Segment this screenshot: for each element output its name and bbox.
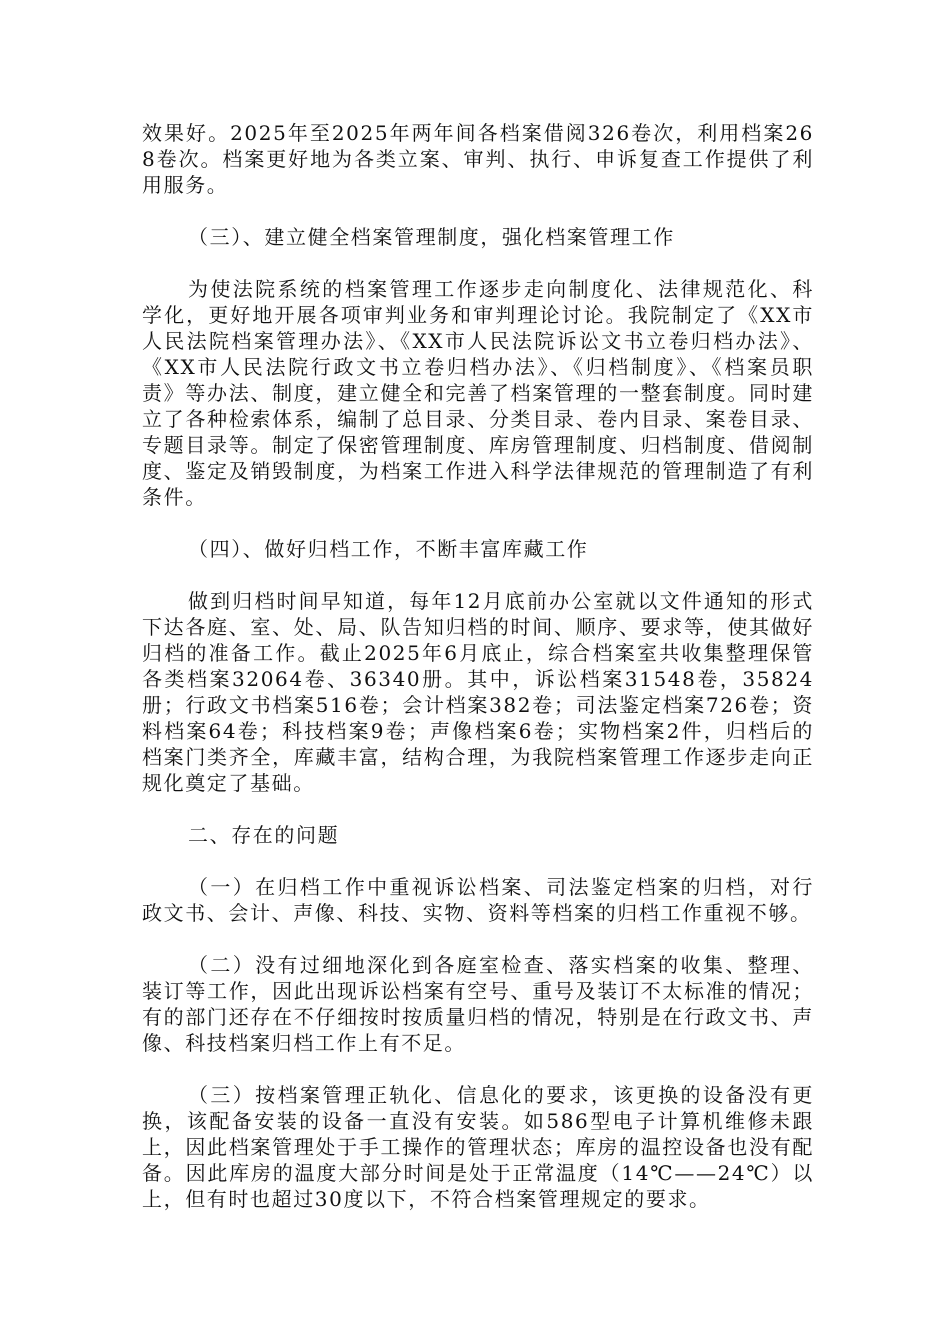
paragraph-problem-2: （二）没有过细地深化到各庭室检查、落实档案的收集、整理、装订等工作，因此出现诉讼档案有空号、重号及装订不太标准的情况；有的部门还存在不仔细按时按质量归档的情况，特别是在行政文书、声像、科技档案归档工作上有不足。 <box>142 953 814 1055</box>
section-heading-4: （四）、做好归档工作，不断丰富库藏工作 <box>188 537 589 561</box>
paragraph-archive-rules: 为使法院系统的档案管理工作逐步走向制度化、法律规范化、科学化，更好地开展各项审判业务和审判理论讨论。我院制定了《XX市人民法院档案管理办法》、《XX市人民法院诉讼文书立卷归档办法》、《XX市人民法院行政文书立卷归档办法》、《归档制度》、《档案员职责》等办法、制度，建立健全和完善了档案管理的一整套制度。同时建立了各种检索体系，编制了总目录、分类目录、卷内目录、案卷目录、专题目录等。制定了保密管理制度、库房管理制度、归档制度、借阅制度、鉴定及销毁制度，为档案工作进入科学法律规范的管理制造了有利条件。 <box>142 277 814 509</box>
paragraph-problem-1: （一）在归档工作中重视诉讼档案、司法鉴定档案的归档，对行政文书、会计、声像、科技、实物、资料等档案的归档工作重视不够。 <box>142 875 814 925</box>
paragraph-archiving-work: 做到归档时间早知道，每年12月底前办公室就以文件通知的形式下达各庭、室、处、局、队告知归档的时间、顺序、要求等，使其做好归档的准备工作。截止2025年6月底止，综合档案室共收集整理保管各类档案32064卷、36340册。其中，诉讼档案31548卷，35824册；行政文书档案516卷；会计档案382卷；司法鉴定档案726卷；资料档案64卷；科技档案9卷；声像档案6卷；实物档案2件，归档后的档案门类齐全，库藏丰富，结构合理，为我院档案管理工作逐步走向正规化奠定了基础。 <box>142 589 814 795</box>
section-heading-problems: 二、存在的问题 <box>188 823 340 847</box>
section-heading-3: （三）、建立健全档案管理制度，强化档案管理工作 <box>188 225 675 249</box>
paragraph-continuation: 效果好。2025年至2025年两年间各档案借阅326卷次，利用档案268卷次。档案更好地为各类立案、审判、执行、申诉复查工作提供了利用服务。 <box>142 121 814 197</box>
paragraph-problem-3: （三）按档案管理正轨化、信息化的要求，该更换的设备没有更换，该配备安装的设备一直没有安装。如586型电子计算机维修未跟上，因此档案管理处于手工操作的管理状态；库房的温控设备也没有配备。因此库房的温度大部分时间是处于正常温度（14℃——24℃）以上，但有时也超过30度以下，不符合档案管理规定的要求。 <box>142 1083 814 1211</box>
document-body <box>142 120 814 1238</box>
